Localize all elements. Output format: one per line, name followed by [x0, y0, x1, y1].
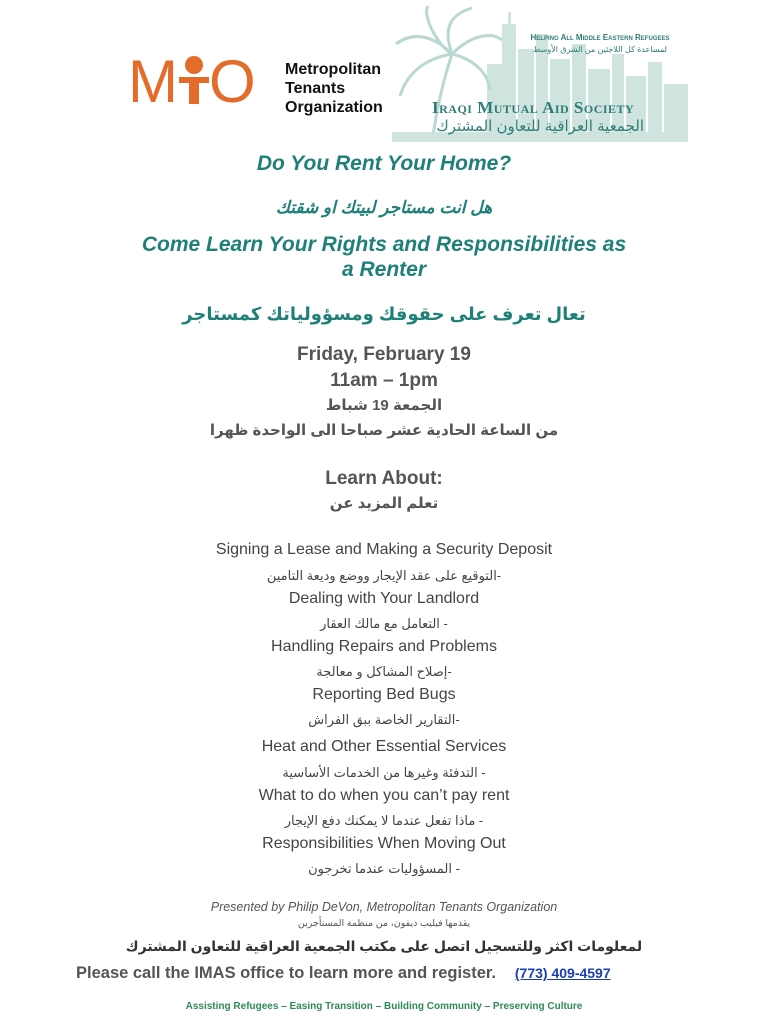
learn-rights-line-1: Come Learn Your Rights and Responsibilities as [141, 233, 627, 256]
imas-tagline: Helping All Middle Eastern Refugees [530, 33, 670, 42]
question-heading-ar: هل انت مستاجر لبيتك او شقتك [275, 198, 493, 217]
learn-rights-heading [0, 232, 768, 282]
topic-ar: - ماذا تفعل عندما لا يمكنك دفع الإيجار [284, 813, 484, 828]
event-time-ar: من الساعة الحادية عشر صباحا الى الواحدة ظهرا [209, 422, 559, 439]
event-time: 11am – 1pm [330, 370, 438, 391]
imas-name-ar: الجمعية العراقية للتعاون المشترك [436, 118, 644, 135]
phone-link[interactable]: (773) 409-4597 [514, 965, 611, 981]
topic-ar: - التدفئة وغيرها من الخدمات الأساسية [282, 765, 486, 780]
contact-line [76, 964, 716, 983]
learn-rights-line-2: a Renter [341, 258, 427, 281]
topic-en: Responsibilities When Moving Out [262, 835, 506, 852]
topic-en: Reporting Bed Bugs [312, 686, 456, 703]
learn-rights-heading-ar: تعال تعرف على حقوقك ومسؤولياتك كمستاجر [182, 304, 586, 324]
topic-ar: -التوقيع على عقد الإيجار ووضع وديعة التامين [266, 568, 502, 583]
event-date: Friday, February 19 [297, 344, 471, 365]
presented-by-ar: يقدمها فيليب ديفون، من منظمة المستأجرين [297, 918, 471, 929]
event-date-ar: الجمعة 19 شباط [325, 397, 443, 414]
mto-person-i [179, 56, 209, 104]
topic-en: Handling Repairs and Problems [271, 638, 497, 655]
footer-tagline: Assisting Refugees – Easing Transition – Building Community – Preserving Culture [185, 1001, 583, 1012]
contact-en: Please call the IMAS office to learn more and register. [76, 964, 496, 982]
learn-about-title: Learn About: [325, 468, 443, 489]
topic-ar: - التعامل مع مالك العقار [320, 616, 448, 631]
topic-ar: -التقارير الخاصة ببق الفراش [308, 712, 460, 727]
question-heading: Do You Rent Your Home? [256, 152, 512, 175]
imas-tagline-ar: لمساعدة كل اللاجئين من الشرق الأوسط [533, 45, 667, 54]
contact-ar: لمعلومات اكثر وللتسجيل اتصل على مكتب الجمعية العراقية للتعاون المشترك [125, 938, 643, 954]
learn-about-title-ar: تعلم المزيد عن [329, 495, 439, 512]
imas-name: Iraqi Mutual Aid Society [432, 98, 635, 117]
mto-logo-name: Metropolitan Tenants Organization [285, 61, 383, 116]
topic-ar: - المسؤوليات عندما تخرجون [308, 861, 460, 876]
topic-en: Heat and Other Essential Services [261, 738, 507, 755]
topic-en: Dealing with Your Landlord [288, 590, 480, 607]
topic-en: What to do when you can’t pay rent [258, 787, 510, 804]
topic-ar: -إصلاح المشاكل و معالجة [316, 664, 452, 679]
mto-logo-letters: M O [128, 48, 257, 115]
presented-by: Presented by Philip DeVon, Metropolitan Tenants Organization [210, 900, 558, 914]
topic-en: Signing a Lease and Making a Security Deposit [215, 541, 553, 558]
